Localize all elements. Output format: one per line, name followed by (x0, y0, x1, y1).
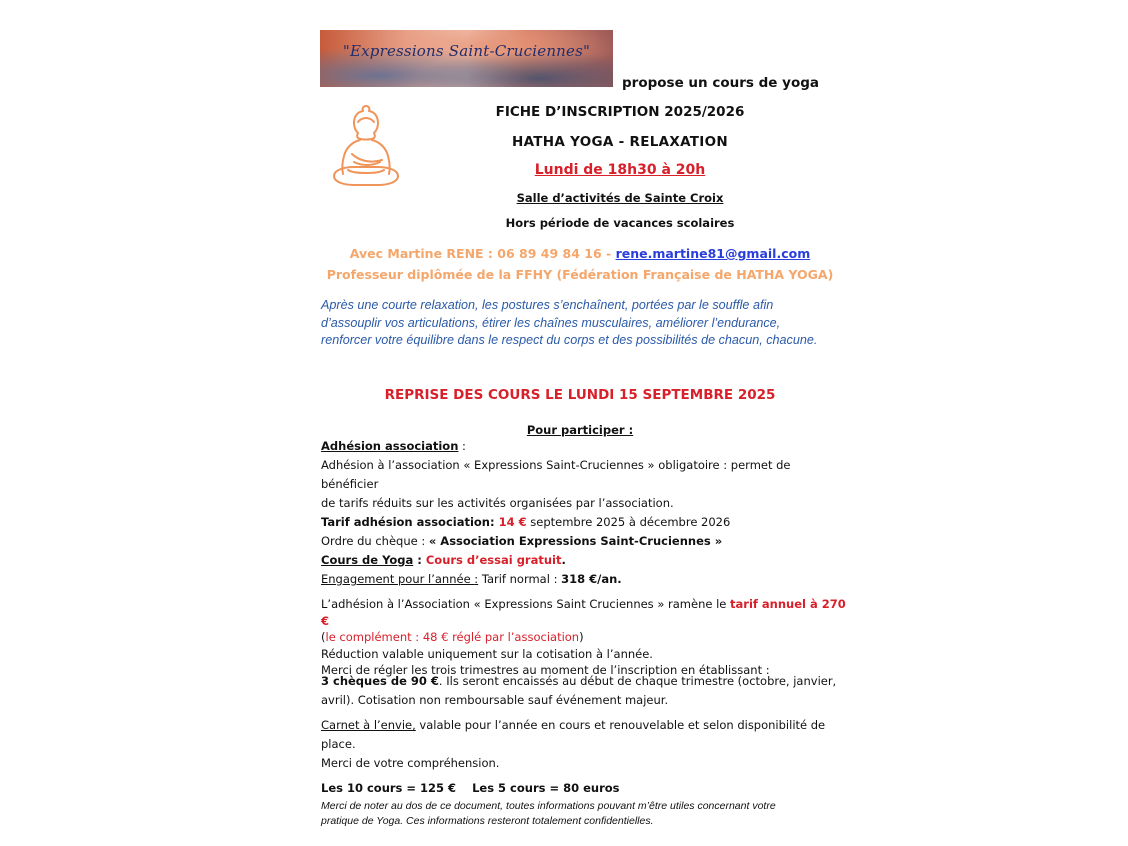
cheques-line-2: avril). Cotisation non remboursable sauf événement majeur. (321, 693, 669, 707)
adhesion-tarif-period: septembre 2025 à décembre 2026 (526, 515, 731, 529)
reduction-line-1-text: L’adhésion à l’Association « Expressions Saint Cruciennes » ramène le (321, 597, 731, 611)
course-description: Après une courte relaxation, les postures s’enchaînent, portées par le souffle afin d’assouplir vos articulations, étirer les chaînes musculaires, améliorer l’endurance, renforcer votre équilibre dans le respect du corps et des possibilités de chacun, chacune. (321, 298, 818, 347)
cours-heading-sep: : (413, 553, 426, 567)
note-line-2: pratique de Yoga. Ces informations resteront totalement confidentielles. (321, 815, 654, 827)
adhesion-heading-line (321, 437, 851, 456)
reduction-line-2 (321, 629, 851, 646)
adhesion-tarif-label: Tarif adhésion association: (321, 515, 495, 529)
engagement-sep: : (474, 572, 479, 586)
banner-title: "Expressions Saint-Cruciennes" (342, 42, 591, 60)
cheque-order-prefix: Ordre du chèque : (321, 534, 429, 548)
note-line-1: Merci de noter au dos de ce document, toutes informations pouvant m’être utiles concernant votre (321, 800, 776, 812)
engagement-label: Engagement pour l’année (321, 572, 475, 586)
adhesion-text-2: de tarifs réduits sur les activités organisées par l’association. (321, 496, 674, 510)
cheques-bold: 3 chèques de 90 € (321, 674, 439, 688)
tarif-annuel-label: tarif annuel (730, 597, 806, 611)
teacher-phone: Avec Martine RENE : 06 89 49 84 16 - (349, 246, 616, 261)
teacher-contact (320, 246, 840, 261)
reduction-line-1 (321, 596, 851, 629)
cours-essai-end: . (561, 553, 566, 567)
tarif-normal-value: 318 €/an. (561, 572, 622, 586)
reprise-date: REPRISE DES COURS LE LUNDI 15 SEPTEMBRE 2025 (384, 387, 776, 403)
course-title: HATHA YOGA - RELAXATION (511, 134, 729, 150)
carnet-line-1-rest: valable pour l’année en cours et renouvelable et selon disponibilité de place. (321, 718, 826, 751)
cours-heading-line (321, 551, 851, 570)
holidays-note: Hors période de vacances scolaires (505, 216, 735, 230)
complement-text: le complément : 48 € réglé par l’association (325, 630, 580, 644)
schedule: Lundi de 18h30 à 20h (534, 162, 706, 178)
carnet-label: Carnet à l’envie, (321, 718, 416, 732)
venue: Salle d’activités de Sainte Croix (516, 191, 724, 205)
teacher-diploma: Professeur diplômée de la FFHY (Fédération Française de HATHA YOGA) (326, 267, 834, 282)
tarif-annuel-value: à 270 € (321, 597, 846, 628)
reduction-section (321, 596, 851, 679)
adhesion-tarif-value: 14 € (494, 515, 527, 529)
teacher-email-link[interactable]: rene.martine81@gmail.com (615, 246, 811, 261)
adhesion-heading-suffix: : (458, 439, 466, 453)
cheques-line-1 (321, 672, 851, 691)
tarif-normal-prefix: Tarif normal : (478, 572, 562, 586)
confidential-note (321, 799, 841, 829)
carnet-line-1 (321, 716, 851, 754)
adhesion-tarif-line (321, 513, 851, 532)
cheques-line-1-rest: . Ils seront encaissés au début de chaque trimestre (octobre, janvier, (438, 674, 837, 688)
carnet-prices: Les 10 cours = 125 € Les 5 cours = 80 euros (321, 781, 620, 795)
engagement-line (321, 570, 851, 589)
reduction-line-3: Réduction valable uniquement sur la cotisation à l’année. (321, 646, 653, 661)
carnet-section (321, 716, 851, 798)
association-banner (320, 30, 613, 87)
carnet-line-2: Merci de votre compréhension. (321, 756, 500, 770)
adhesion-heading: Adhésion association (321, 439, 459, 453)
pour-participer-heading: Pour participer : (526, 423, 634, 437)
cheques-section (321, 672, 851, 710)
form-title: FICHE D’INSCRIPTION 2025/2026 (495, 104, 745, 120)
cours-essai: Cours d’essai gratuit (425, 553, 562, 567)
buddha-icon (328, 104, 404, 190)
cheque-order-value: « Association Expressions Saint-Cruciennes » (428, 534, 723, 548)
adhesion-section (321, 437, 851, 551)
reduction-paren-open: ( (321, 630, 326, 644)
propose-text: propose un cours de yoga (622, 75, 819, 91)
cheque-order-line (321, 532, 851, 551)
cours-heading: Cours de Yoga (321, 553, 414, 567)
cours-section (321, 551, 851, 589)
adhesion-text-1: Adhésion à l’association « Expressions Saint-Cruciennes » obligatoire : permet de bénéficier (321, 458, 791, 491)
reduction-paren-close: ) (579, 630, 584, 644)
reduction-line-4: Merci de régler les trois trimestres au moment de l’inscription en établissant : (321, 663, 770, 677)
